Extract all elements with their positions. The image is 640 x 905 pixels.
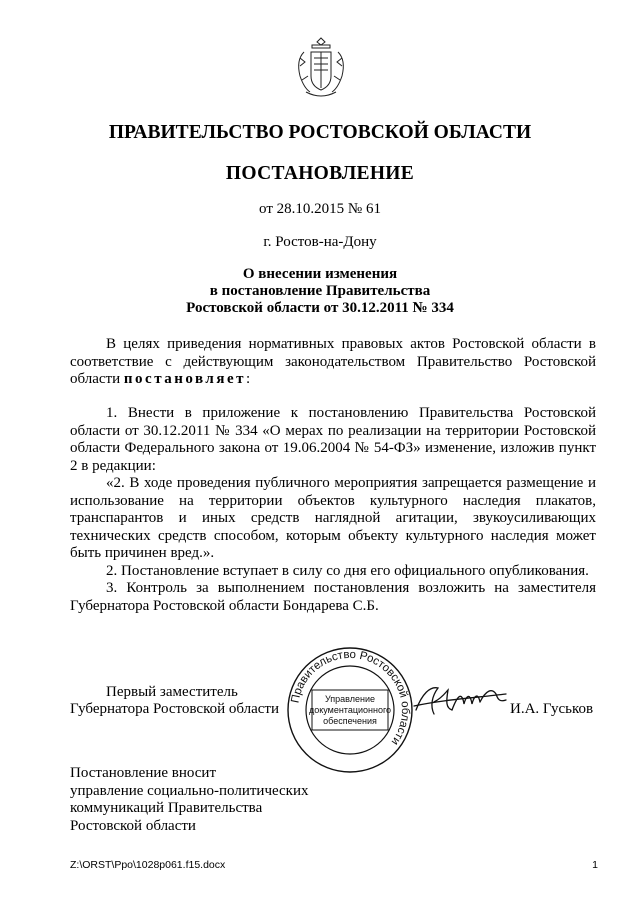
item-3: 3. Контроль за выполнением постановления возложить на заместителя Губернатора Ростовской области Бондарева С.Б. — [70, 580, 596, 614]
city: г. Ростов-на-Дону — [263, 234, 377, 250]
signer-name: И.А. Гуськов — [510, 701, 594, 717]
resolution-items — [70, 405, 596, 615]
official-stamp — [286, 646, 414, 774]
preamble — [70, 336, 596, 389]
resolves-word: постановляет — [123, 371, 246, 387]
stamp-inner-line-2: документационного — [308, 705, 392, 715]
preamble-text: В целях приведения нормативных правовых актов Ростовской области в соответствие с действующим законодательством Правительство Ростовской области — [70, 336, 596, 387]
subject-line-3: Ростовской области от 30.12.2011 № 334 — [186, 300, 454, 316]
stamp-inner-line-3: обеспечения — [323, 716, 377, 726]
note-line-2: управление социально-политических — [70, 782, 309, 799]
item-1: 1. Внести в приложение к постановлению Правительства Ростовской области от 30.12.2011 № 334 «О мерах по реализации на территории Ростовской области Федерального закона от 19.06.2004 № 54-ФЗ» изменение, изложив пункт 2 в редакции: — [70, 405, 596, 474]
item-1-quote: «2. В ходе проведения публичного мероприятия запрещается размещение и использование на территории объектов культурного наследия плакатов, транспарантов и иных средств наглядной агитации, звукоусиливающих технических средств способом, которым объекту культурного наследия может быть причинен вред.». — [70, 475, 596, 561]
stamp-outer-text: Правительство Ростовской области — [289, 648, 412, 748]
government-title: ПРАВИТЕЛЬСТВО РОСТОВСКОЙ ОБЛАСТИ — [108, 122, 532, 143]
note-line-1: Постановление вносит — [70, 765, 217, 781]
subject-line-2: в постановление Правительства — [209, 283, 431, 299]
item-2: 2. Постановление вступает в силу со дня его официального опубликования. — [106, 562, 589, 579]
subject-line-1: О внесении изменения — [242, 266, 398, 282]
signer-position-line-2: Губернатора Ростовской области — [70, 701, 280, 717]
subject-title — [0, 266, 640, 317]
coat-of-arms-icon — [294, 36, 348, 100]
submitter-note — [70, 765, 309, 835]
file-path: Z:\ORST\Ppo\1028p061.f15.docx — [70, 859, 226, 871]
note-line-3: коммуникаций Правительства — [70, 800, 263, 816]
handwritten-signature — [412, 680, 508, 720]
signer-position-line-1: Первый заместитель — [106, 684, 238, 700]
preamble-colon: : — [246, 371, 251, 387]
note-line-4: Ростовской области — [70, 817, 196, 834]
document-type: ПОСТАНОВЛЕНИЕ — [225, 163, 415, 184]
stamp-inner-line-1: Управление — [324, 694, 376, 704]
date-number: от 28.10.2015 № 61 — [259, 201, 381, 217]
page-number: 1 — [592, 859, 598, 871]
